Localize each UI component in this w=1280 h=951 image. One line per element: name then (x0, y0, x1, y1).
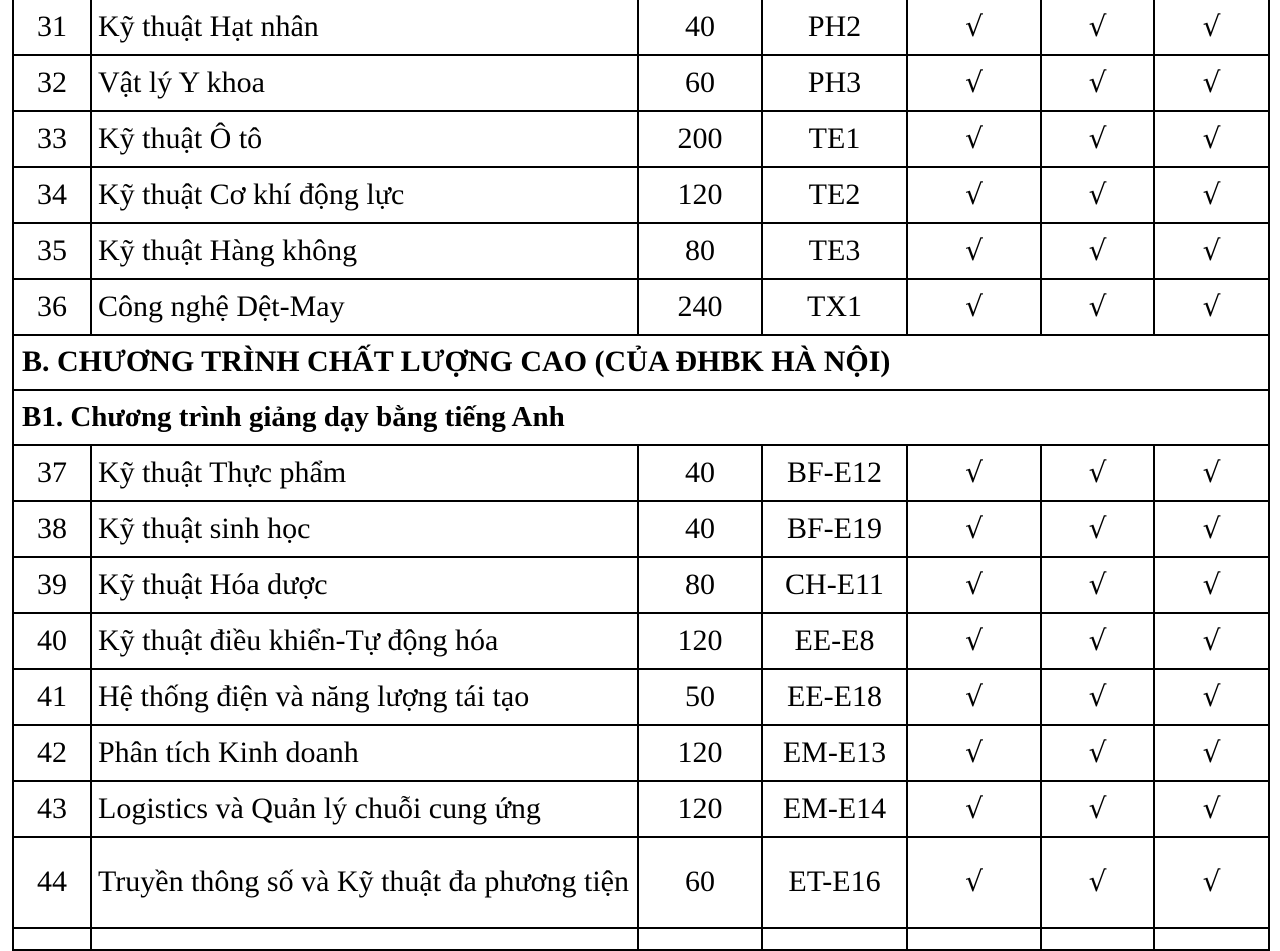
quota: 60 (638, 837, 762, 928)
check-mark: √ (1041, 0, 1154, 55)
check-mark: √ (1041, 669, 1154, 725)
quota: 40 (638, 0, 762, 55)
row-number: 35 (13, 223, 91, 279)
check-mark: √ (1154, 0, 1269, 55)
program-code: TE2 (762, 167, 907, 223)
row-number: 34 (13, 167, 91, 223)
check-mark: √ (1041, 557, 1154, 613)
program-name: Kỹ thuật sinh học (91, 501, 638, 557)
program-name: Kỹ thuật Cơ khí động lực (91, 167, 638, 223)
program-name: Kỹ thuật Hóa dược (91, 557, 638, 613)
quota: 120 (638, 167, 762, 223)
table-row (13, 0, 1269, 55)
table-row (13, 501, 1269, 557)
program-code: EM-E13 (762, 725, 907, 781)
program-name: Kỹ thuật điều khiển-Tự động hóa (91, 613, 638, 669)
quota: 120 (638, 781, 762, 837)
row-number: 39 (13, 557, 91, 613)
quota: 120 (638, 613, 762, 669)
program-code: EM-E14 (762, 781, 907, 837)
check-mark: √ (1154, 279, 1269, 335)
check-mark: √ (1154, 557, 1269, 613)
check-mark: √ (907, 557, 1041, 613)
quota: 80 (638, 223, 762, 279)
program-name: Công nghệ Dệt-May (91, 279, 638, 335)
table-row (13, 613, 1269, 669)
check-mark: √ (1154, 837, 1269, 928)
row-number: 42 (13, 725, 91, 781)
subsection-header-row (13, 390, 1269, 445)
quota: 50 (638, 669, 762, 725)
check-mark: √ (1041, 837, 1154, 928)
quota: 200 (638, 111, 762, 167)
row-number: 41 (13, 669, 91, 725)
row-number: 43 (13, 781, 91, 837)
check-mark: √ (1041, 167, 1154, 223)
check-mark: √ (1154, 781, 1269, 837)
table-row (13, 223, 1269, 279)
table-row (13, 55, 1269, 111)
row-number: 31 (13, 0, 91, 55)
program-name: Kỹ thuật Thực phẩm (91, 445, 638, 501)
program-code: EE-E18 (762, 669, 907, 725)
check-mark: √ (907, 223, 1041, 279)
table-row (13, 279, 1269, 335)
check-mark: √ (907, 0, 1041, 55)
program-name: Logistics và Quản lý chuỗi cung ứng (91, 781, 638, 837)
program-code: PH2 (762, 0, 907, 55)
check-mark: √ (907, 725, 1041, 781)
row-number: 33 (13, 111, 91, 167)
check-mark: √ (1041, 445, 1154, 501)
row-number: 32 (13, 55, 91, 111)
check-mark: √ (907, 55, 1041, 111)
program-name: Phân tích Kinh doanh (91, 725, 638, 781)
check-mark: √ (907, 669, 1041, 725)
row-number: 37 (13, 445, 91, 501)
table-row-partial (13, 928, 1269, 950)
check-mark: √ (1154, 167, 1269, 223)
check-mark: √ (907, 167, 1041, 223)
check-mark: √ (1154, 445, 1269, 501)
check-mark: √ (1154, 725, 1269, 781)
row-number: 44 (13, 837, 91, 928)
table-row (13, 167, 1269, 223)
check-mark: √ (907, 501, 1041, 557)
section-b1-heading: B1. Chương trình giảng dạy bằng tiếng Anh (13, 390, 1269, 445)
check-mark: √ (1154, 613, 1269, 669)
check-mark: √ (1154, 223, 1269, 279)
program-code: EE-E8 (762, 613, 907, 669)
check-mark: √ (1041, 501, 1154, 557)
row-number: 38 (13, 501, 91, 557)
table-row (13, 725, 1269, 781)
quota: 40 (638, 501, 762, 557)
quota: 80 (638, 557, 762, 613)
program-table (12, 0, 1270, 951)
program-code: TE3 (762, 223, 907, 279)
program-code: BF-E19 (762, 501, 907, 557)
check-mark: √ (907, 111, 1041, 167)
table-row (13, 669, 1269, 725)
check-mark: √ (1041, 111, 1154, 167)
table-row (13, 445, 1269, 501)
table-row (13, 557, 1269, 613)
quota: 40 (638, 445, 762, 501)
check-mark: √ (907, 279, 1041, 335)
check-mark: √ (907, 613, 1041, 669)
quota: 60 (638, 55, 762, 111)
check-mark: √ (1041, 279, 1154, 335)
row-number: 36 (13, 279, 91, 335)
check-mark: √ (1041, 781, 1154, 837)
section-b-heading: B. CHƯƠNG TRÌNH CHẤT LƯỢNG CAO (CỦA ĐHBK HÀ NỘI) (13, 335, 1269, 390)
program-code: ET-E16 (762, 837, 907, 928)
program-name: Kỹ thuật Ô tô (91, 111, 638, 167)
table-row (13, 781, 1269, 837)
check-mark: √ (1154, 501, 1269, 557)
check-mark: √ (1041, 725, 1154, 781)
table-row (13, 837, 1269, 928)
program-name: Vật lý Y khoa (91, 55, 638, 111)
check-mark: √ (1041, 55, 1154, 111)
program-code: TE1 (762, 111, 907, 167)
check-mark: √ (1154, 669, 1269, 725)
program-code: CH-E11 (762, 557, 907, 613)
check-mark: √ (1154, 111, 1269, 167)
check-mark: √ (907, 781, 1041, 837)
program-name: Kỹ thuật Hàng không (91, 223, 638, 279)
program-name: Hệ thống điện và năng lượng tái tạo (91, 669, 638, 725)
check-mark: √ (1041, 613, 1154, 669)
row-number: 40 (13, 613, 91, 669)
check-mark: √ (907, 445, 1041, 501)
program-code: PH3 (762, 55, 907, 111)
program-code: TX1 (762, 279, 907, 335)
program-code: BF-E12 (762, 445, 907, 501)
quota: 120 (638, 725, 762, 781)
table-row (13, 111, 1269, 167)
quota: 240 (638, 279, 762, 335)
check-mark: √ (907, 837, 1041, 928)
check-mark: √ (1041, 223, 1154, 279)
program-name: Kỹ thuật Hạt nhân (91, 0, 638, 55)
section-header-row (13, 335, 1269, 390)
check-mark: √ (1154, 55, 1269, 111)
program-name: Truyền thông số và Kỹ thuật đa phương tiện (91, 837, 638, 928)
